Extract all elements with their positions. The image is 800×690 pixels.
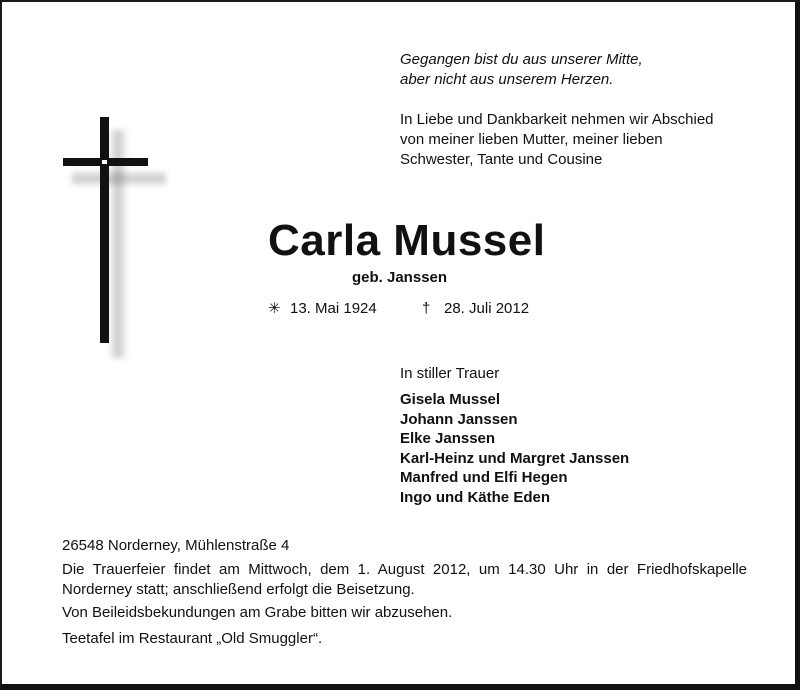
- mourner-name: Manfred und Elfi Hegen: [400, 469, 568, 486]
- mourner-name: Ingo und Käthe Eden: [400, 488, 550, 506]
- mourners-heading: In stiller Trauer: [400, 365, 500, 382]
- cross-center-highlight: [102, 160, 107, 164]
- birth-star-icon: ✳: [268, 300, 281, 317]
- death-date-line: [422, 299, 529, 319]
- maiden-name: geb. Janssen: [352, 269, 448, 286]
- mourner-name: Elke Janssen: [400, 430, 496, 447]
- mourner-name: Gisela Mussel: [400, 391, 501, 408]
- cross-vertical-bar: [100, 117, 109, 343]
- death-dagger-icon: †: [422, 300, 431, 317]
- family-address: 26548 Norderney, Mühlenstraße 4: [62, 537, 290, 554]
- intro-line-3: Schwester, Tante und Cousine: [400, 151, 603, 168]
- birth-date-line: [268, 299, 377, 319]
- quote-line-1: Gegangen bist du aus unserer Mitte,: [400, 51, 643, 68]
- intro-line-1: In Liebe und Dankbarkeit nehmen wir Abschied: [400, 111, 714, 128]
- birth-date: 13. Mai 1924: [290, 300, 377, 317]
- mourners-list: [400, 390, 629, 507]
- cross-shadow-horizontal: [72, 171, 166, 186]
- condolence-note: Von Beileidsbekundungen am Grabe bitten wir abzusehen.: [62, 604, 453, 621]
- deceased-name: Carla Mussel: [268, 216, 546, 265]
- quote-line-2: aber nicht aus unserem Herzen.: [400, 71, 614, 88]
- tea-note: Teetafel im Restaurant „Old Smuggler“.: [62, 630, 323, 647]
- death-date: 28. Juli 2012: [444, 300, 530, 317]
- mourner-name: Karl-Heinz und Margret Janssen: [400, 449, 630, 467]
- funeral-info: Die Trauerfeier findet am Mittwoch, dem 1. August 2012, um 14.30 Uhr in der Friedhofskapelle Norderney statt; anschließend erfolgt die Beisetzung.: [62, 561, 747, 598]
- mourner-name: Johann Janssen: [400, 410, 518, 428]
- memorial-quote: [400, 50, 643, 90]
- intro-line-2: von meiner lieben Mutter, meiner lieben: [400, 131, 663, 148]
- farewell-intro: [400, 110, 714, 170]
